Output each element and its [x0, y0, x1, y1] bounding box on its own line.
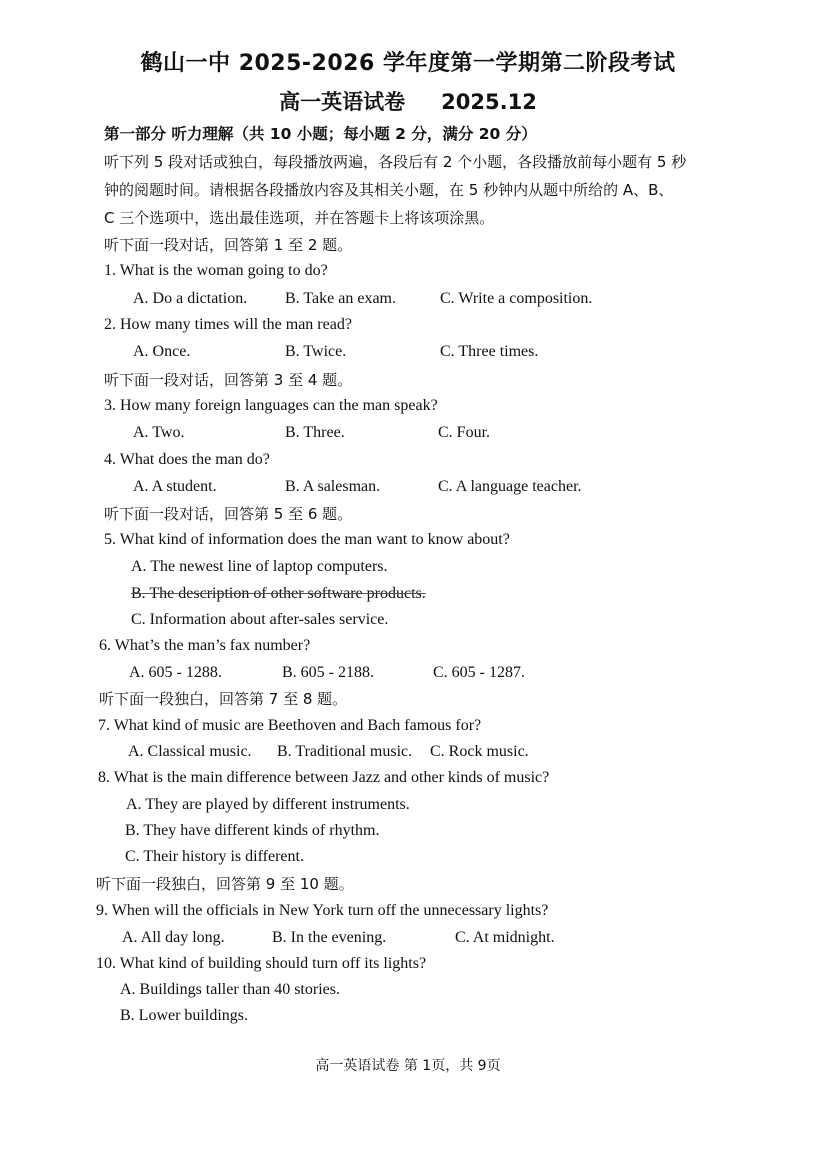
listening-prompt-2: 听下面一段对话，回答第 3 至 4 题。: [104, 371, 353, 389]
option-b: B. Take an exam.: [285, 290, 396, 307]
option-b: B. They have different kinds of rhythm.: [125, 822, 380, 839]
exam-title: 鹤山一中 2025-2026 学年度第一学期第二阶段考试: [140, 51, 676, 76]
option-c: C. Rock music.: [430, 743, 529, 760]
question-6: 6. What’s the man’s fax number?: [99, 637, 311, 654]
listening-prompt-4: 听下面一段独白，回答第 7 至 8 题。: [99, 690, 348, 708]
question-4: 4. What does the man do?: [104, 451, 270, 468]
option-a: A. Two.: [133, 424, 185, 441]
subject-title: 高一英语试卷: [279, 90, 406, 114]
option-c: C. A language teacher.: [438, 478, 582, 495]
listening-prompt-5: 听下面一段独白，回答第 9 至 10 题。: [96, 875, 354, 893]
option-b: B. Traditional music.: [277, 743, 413, 760]
listening-prompt-3: 听下面一段对话，回答第 5 至 6 题。: [104, 505, 353, 523]
option-a: A. 605 - 1288.: [129, 664, 222, 681]
option-a: A. The newest line of laptop computers.: [131, 558, 388, 575]
listening-prompt-1: 听下面一段对话，回答第 1 至 2 题。: [104, 236, 353, 254]
question-3: 3. How many foreign languages can the man speak?: [104, 397, 438, 414]
instruction-line-1: 听下列 5 段对话或独白，每段播放两遍，各段后有 2 个小题，各段播放前每小题有 5 秒: [104, 153, 687, 171]
question-10: 10. What kind of building should turn off its lights?: [96, 955, 427, 972]
option-b: B. The description of other software products.: [131, 585, 426, 602]
exam-date: 2025.12: [441, 90, 537, 114]
option-b: B. Twice.: [285, 343, 347, 360]
option-c: C. At midnight.: [455, 929, 555, 946]
option-a: A. Classical music.: [128, 743, 252, 760]
option-c: C. Four.: [438, 424, 491, 441]
instruction-line-3: C 三个选项中，选出最佳选项，并在答题卡上将该项涂黑。: [104, 209, 495, 227]
question-2: 2. How many times will the man read?: [104, 316, 352, 333]
question-5: 5. What kind of information does the man want to know about?: [104, 531, 510, 548]
option-c: C. Three times.: [440, 343, 539, 360]
instruction-line-2: 钟的阅题时间。请根据各段播放内容及其相关小题，在 5 秒钟内从题中所给的 A、B、: [104, 181, 674, 199]
page-footer: 高一英语试卷 第 1页，共 9页: [315, 1058, 501, 1074]
option-b: B. 605 - 2188.: [282, 664, 374, 681]
option-b: B. Lower buildings.: [120, 1007, 248, 1024]
option-c: C. Their history is different.: [125, 848, 304, 865]
exam-subtitle: [0, 86, 816, 116]
option-c: C. Write a composition.: [440, 290, 593, 307]
option-a: A. They are played by different instruments.: [126, 796, 410, 813]
option-a: A. All day long.: [122, 929, 225, 946]
question-7: 7. What kind of music are Beethoven and Bach famous for?: [98, 717, 482, 734]
option-b: B. A salesman.: [285, 478, 381, 495]
option-a: A. Buildings taller than 40 stories.: [120, 981, 340, 998]
question-8: 8. What is the main difference between Jazz and other kinds of music?: [98, 769, 550, 786]
option-b: B. In the evening.: [272, 929, 387, 946]
option-c: C. 605 - 1287.: [433, 664, 525, 681]
option-c: C. Information about after-sales service.: [131, 611, 389, 628]
option-a: A. A student.: [133, 478, 217, 495]
option-a: A. Once.: [133, 343, 191, 360]
option-b: B. Three.: [285, 424, 345, 441]
option-a: A. Do a dictation.: [133, 290, 248, 307]
section-title: 第一部分 听力理解（共 10 小题；每小题 2 分，满分 20 分）: [104, 125, 537, 143]
question-9: 9. When will the officials in New York turn off the unnecessary lights?: [96, 902, 549, 919]
question-1: 1. What is the woman going to do?: [104, 262, 328, 279]
